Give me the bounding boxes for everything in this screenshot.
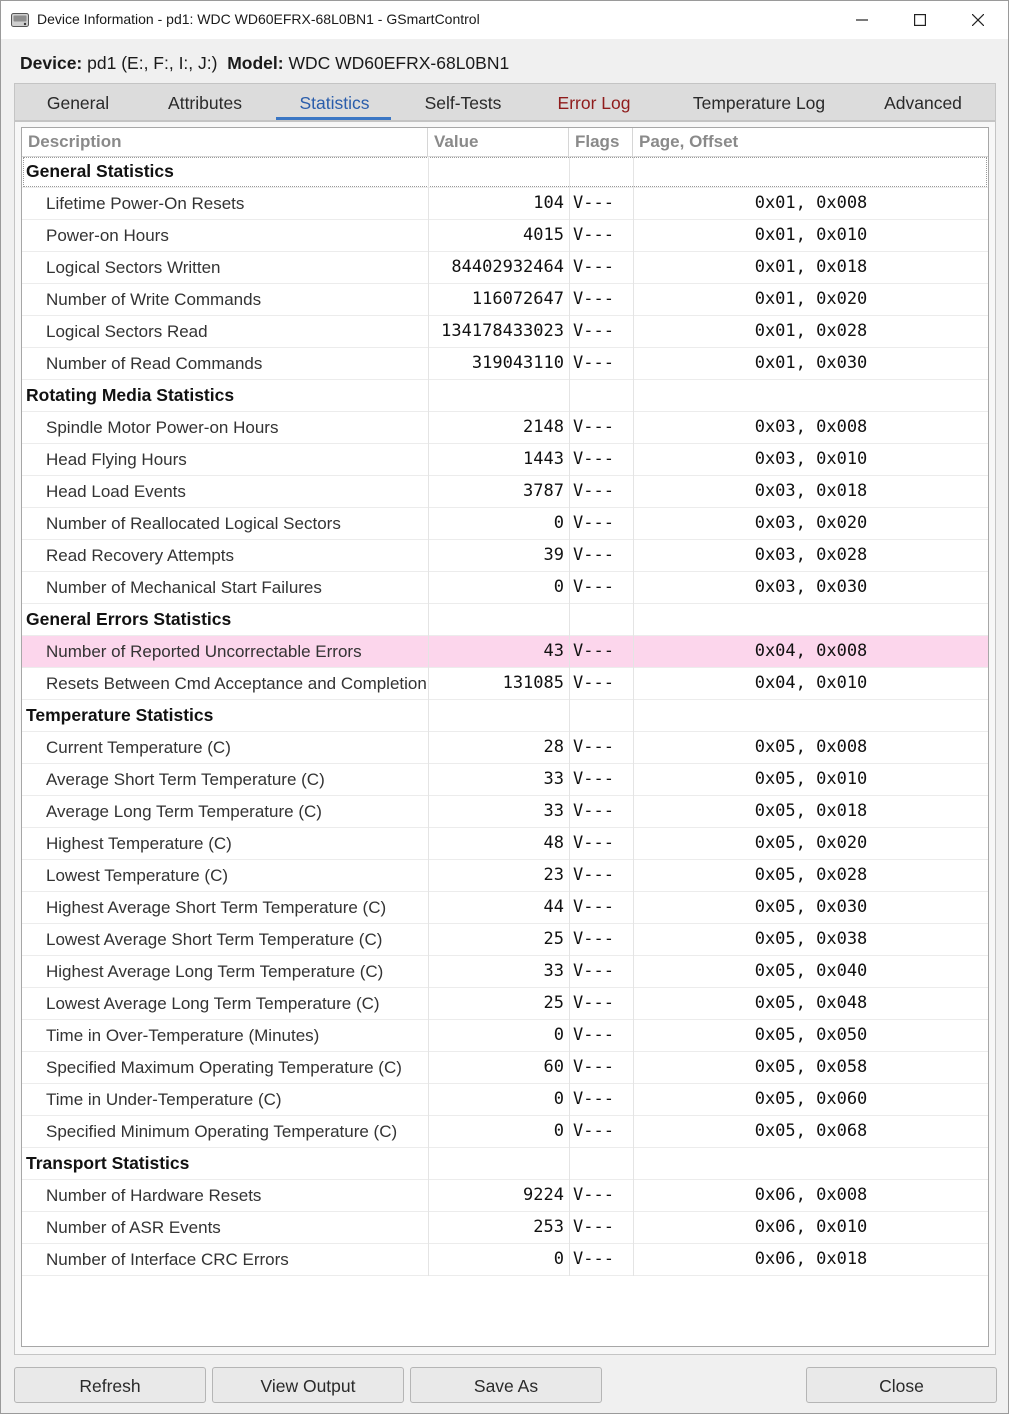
cell-flags: V--- (573, 577, 614, 597)
group-title: General Errors Statistics (26, 609, 232, 629)
column-header-flags[interactable]: Flags (569, 128, 633, 156)
cell-description: Lowest Average Short Term Temperature (C) (46, 930, 383, 949)
table-row[interactable] (22, 348, 988, 380)
table-row[interactable] (22, 508, 988, 540)
model-value: WDC WD60EFRX-68L0BN1 (288, 53, 510, 73)
cell-value: 33 (543, 769, 564, 789)
table-row[interactable] (22, 732, 988, 764)
group-row[interactable] (22, 604, 988, 636)
table-row[interactable] (22, 1020, 988, 1052)
cell-description: Lifetime Power-On Resets (46, 194, 245, 213)
refresh-button[interactable]: Refresh (14, 1367, 206, 1403)
table-row[interactable] (22, 572, 988, 604)
cell-value: 104 (533, 193, 564, 213)
cell-value: 0 (553, 1249, 564, 1269)
group-title: Rotating Media Statistics (26, 385, 235, 405)
cell-description: Specified Maximum Operating Temperature (C) (46, 1058, 402, 1077)
cell-page-offset: 0x05, 0x068 (754, 1121, 868, 1141)
tab-advanced[interactable]: Advanced (884, 93, 962, 113)
cell-flags: V--- (573, 193, 614, 213)
table-row[interactable] (22, 412, 988, 444)
group-title: General Statistics (26, 161, 174, 181)
column-header-value[interactable]: Value (428, 128, 569, 156)
cell-value: 3787 (523, 481, 564, 501)
cell-flags: V--- (573, 1121, 614, 1141)
cell-flags: V--- (573, 1089, 614, 1109)
table-row[interactable] (22, 1180, 988, 1212)
cell-page-offset: 0x05, 0x008 (754, 737, 868, 757)
cell-value: 131085 (502, 673, 564, 693)
cell-value: 60 (543, 1057, 564, 1077)
cell-description: Highest Temperature (C) (46, 834, 232, 853)
cell-value: 84402932464 (451, 257, 564, 277)
cell-page-offset: 0x05, 0x050 (754, 1025, 868, 1045)
tab-statistics[interactable]: Statistics (299, 93, 370, 113)
minimize-button[interactable] (833, 1, 891, 39)
cell-description: Number of Hardware Resets (46, 1186, 262, 1205)
cell-description: Number of ASR Events (46, 1218, 221, 1237)
table-row[interactable] (22, 860, 988, 892)
cell-value: 0 (553, 1089, 564, 1109)
statistics-table[interactable] (21, 127, 989, 1347)
hard-drive-icon (11, 12, 29, 28)
cell-description: Lowest Temperature (C) (46, 866, 229, 885)
cell-value: 0 (553, 577, 564, 597)
table-row[interactable] (22, 252, 988, 284)
cell-page-offset: 0x05, 0x040 (754, 961, 868, 981)
cell-flags: V--- (573, 257, 614, 277)
cell-page-offset: 0x01, 0x018 (754, 257, 868, 277)
cell-page-offset: 0x06, 0x008 (754, 1185, 868, 1205)
tab-attributes[interactable]: Attributes (168, 93, 242, 113)
cell-flags: V--- (573, 449, 614, 469)
cell-page-offset: 0x01, 0x008 (754, 193, 868, 213)
cell-page-offset: 0x05, 0x060 (754, 1089, 868, 1109)
column-header-page-offset[interactable]: Page, Offset (639, 132, 739, 151)
active-tab-indicator (276, 117, 391, 120)
cell-value: 0 (553, 1025, 564, 1045)
cell-value: 253 (533, 1217, 564, 1237)
cell-value: 116072647 (471, 289, 564, 309)
device-value: pd1 (E:, F:, I:, J:) (87, 53, 218, 73)
cell-value: 43 (543, 641, 564, 661)
window-title: Device Information - pd1: WDC WD60EFRX-68L0BN1 - GSmartControl (37, 11, 480, 27)
device-label: Device: (20, 53, 83, 73)
cell-description: Head Load Events (46, 482, 186, 501)
cell-description: Current Temperature (C) (46, 738, 231, 757)
cell-flags: V--- (573, 737, 614, 757)
cell-description: Logical Sectors Read (46, 322, 208, 341)
cell-flags: V--- (573, 641, 614, 661)
cell-description: Time in Over-Temperature (Minutes) (46, 1026, 320, 1045)
cell-description: Highest Average Short Term Temperature (C) (46, 898, 387, 917)
maximize-icon (914, 14, 926, 26)
table-row[interactable] (22, 1212, 988, 1244)
cell-value: 25 (543, 993, 564, 1013)
cell-flags: V--- (573, 801, 614, 821)
table-row[interactable] (22, 1116, 988, 1148)
cell-page-offset: 0x05, 0x018 (754, 801, 868, 821)
table-body (22, 156, 988, 1276)
cell-flags: V--- (573, 1249, 614, 1269)
table-row[interactable] (22, 444, 988, 476)
save-as-button[interactable]: Save As (410, 1367, 602, 1403)
table-row[interactable] (22, 892, 988, 924)
cell-page-offset: 0x06, 0x018 (754, 1249, 868, 1269)
cell-description: Number of Interface CRC Errors (46, 1250, 289, 1269)
group-row[interactable] (22, 380, 988, 412)
cell-flags: V--- (573, 897, 614, 917)
cell-flags: V--- (573, 417, 614, 437)
cell-value: 0 (553, 1121, 564, 1141)
cell-value: 48 (543, 833, 564, 853)
close-icon (972, 14, 984, 26)
cell-page-offset: 0x05, 0x020 (754, 833, 868, 853)
title-bar[interactable] (1, 1, 1008, 39)
group-title: Temperature Statistics (26, 705, 214, 725)
cell-description: Power-on Hours (46, 226, 169, 245)
table-row[interactable] (22, 1244, 988, 1276)
cell-description: Specified Minimum Operating Temperature (C) (46, 1122, 398, 1141)
cell-description: Average Short Term Temperature (C) (46, 770, 325, 789)
tab-temperature-log[interactable]: Temperature Log (692, 93, 826, 113)
cell-flags: V--- (573, 993, 614, 1013)
view-output-button[interactable]: View Output (212, 1367, 404, 1403)
cell-description: Number of Write Commands (46, 290, 262, 309)
group-row[interactable] (22, 1148, 988, 1180)
column-header-description[interactable]: Description (22, 128, 428, 156)
cell-value: 39 (543, 545, 564, 565)
table-row[interactable] (22, 220, 988, 252)
column-divider (569, 156, 570, 1276)
cell-description: Head Flying Hours (46, 450, 187, 469)
cell-flags: V--- (573, 1217, 614, 1237)
cell-flags: V--- (573, 865, 614, 885)
cell-page-offset: 0x05, 0x030 (754, 897, 868, 917)
cell-description: Highest Average Long Term Temperature (C) (46, 962, 384, 981)
table-row[interactable] (22, 828, 988, 860)
cell-value: 28 (543, 737, 564, 757)
cell-page-offset: 0x05, 0x010 (754, 769, 868, 789)
cell-description: Time in Under-Temperature (C) (46, 1090, 282, 1109)
cell-description: Average Long Term Temperature (C) (46, 802, 322, 821)
cell-page-offset: 0x03, 0x010 (754, 449, 868, 469)
cell-page-offset: 0x01, 0x020 (754, 289, 868, 309)
cell-value: 9224 (523, 1185, 564, 1205)
table-row[interactable] (22, 636, 988, 668)
cell-page-offset: 0x05, 0x048 (754, 993, 868, 1013)
table-header (22, 128, 988, 157)
group-row[interactable] (22, 156, 988, 188)
cell-flags: V--- (573, 1025, 614, 1045)
close-window-button[interactable] (949, 1, 1007, 39)
tab-self-tests[interactable]: Self-Tests (424, 93, 502, 113)
table-row[interactable] (22, 540, 988, 572)
cell-flags: V--- (573, 289, 614, 309)
cell-flags: V--- (573, 481, 614, 501)
device-summary (20, 53, 509, 74)
cell-page-offset: 0x04, 0x010 (754, 673, 868, 693)
cell-flags: V--- (573, 1057, 614, 1077)
cell-flags: V--- (573, 961, 614, 981)
cell-flags: V--- (573, 353, 614, 373)
cell-page-offset: 0x03, 0x030 (754, 577, 868, 597)
tab-general[interactable]: General (46, 93, 110, 113)
cell-description: Lowest Average Long Term Temperature (C) (46, 994, 380, 1013)
cell-page-offset: 0x06, 0x010 (754, 1217, 868, 1237)
cell-page-offset: 0x04, 0x008 (754, 641, 868, 661)
cell-page-offset: 0x05, 0x058 (754, 1057, 868, 1077)
cell-flags: V--- (573, 545, 614, 565)
cell-value: 25 (543, 929, 564, 949)
cell-value: 0 (553, 513, 564, 533)
cell-value: 23 (543, 865, 564, 885)
table-row[interactable] (22, 988, 988, 1020)
table-row[interactable] (22, 284, 988, 316)
cell-value: 33 (543, 961, 564, 981)
cell-flags: V--- (573, 673, 614, 693)
table-row[interactable] (22, 956, 988, 988)
cell-page-offset: 0x05, 0x038 (754, 929, 868, 949)
cell-description: Read Recovery Attempts (46, 546, 235, 565)
cell-page-offset: 0x03, 0x020 (754, 513, 868, 533)
cell-value: 2148 (523, 417, 564, 437)
table-row[interactable] (22, 764, 988, 796)
cell-flags: V--- (573, 1185, 614, 1205)
cell-value: 319043110 (471, 353, 564, 373)
cell-page-offset: 0x01, 0x028 (754, 321, 868, 341)
cell-flags: V--- (573, 513, 614, 533)
column-divider (633, 156, 634, 1276)
cell-description: Resets Between Cmd Acceptance and Completion (46, 674, 427, 693)
group-row[interactable] (22, 700, 988, 732)
maximize-button[interactable] (891, 1, 949, 39)
minimize-icon (856, 14, 868, 26)
model-label: Model: (227, 53, 284, 73)
cell-description: Spindle Motor Power-on Hours (46, 418, 279, 437)
cell-description: Number of Mechanical Start Failures (46, 578, 322, 597)
cell-page-offset: 0x01, 0x030 (754, 353, 868, 373)
cell-flags: V--- (573, 929, 614, 949)
cell-flags: V--- (573, 833, 614, 853)
cell-page-offset: 0x01, 0x010 (754, 225, 868, 245)
cell-description: Number of Reported Uncorrectable Errors (46, 642, 362, 661)
table-row[interactable] (22, 476, 988, 508)
cell-value: 134178433023 (441, 321, 564, 341)
cell-page-offset: 0x05, 0x028 (754, 865, 868, 885)
column-divider (428, 156, 429, 1276)
tab-error-log[interactable]: Error Log (557, 93, 631, 113)
cell-value: 44 (543, 897, 564, 917)
cell-page-offset: 0x03, 0x018 (754, 481, 868, 501)
table-row[interactable] (22, 316, 988, 348)
cell-flags: V--- (573, 321, 614, 341)
cell-flags: V--- (573, 769, 614, 789)
table-row[interactable] (22, 188, 988, 220)
cell-page-offset: 0x03, 0x008 (754, 417, 868, 437)
table-row[interactable] (22, 668, 988, 700)
cell-description: Number of Reallocated Logical Sectors (46, 514, 341, 533)
cell-description: Number of Read Commands (46, 354, 263, 373)
group-title: Transport Statistics (26, 1153, 190, 1173)
cell-page-offset: 0x03, 0x028 (754, 545, 868, 565)
close-button[interactable]: Close (806, 1367, 997, 1403)
cell-description: Logical Sectors Written (46, 258, 221, 277)
table-row[interactable] (22, 1084, 988, 1116)
table-row[interactable] (22, 924, 988, 956)
cell-value: 4015 (523, 225, 564, 245)
cell-value: 1443 (523, 449, 564, 469)
table-row[interactable] (22, 1052, 988, 1084)
cell-flags: V--- (573, 225, 614, 245)
table-row[interactable] (22, 796, 988, 828)
tab-bar (14, 83, 996, 121)
cell-value: 33 (543, 801, 564, 821)
